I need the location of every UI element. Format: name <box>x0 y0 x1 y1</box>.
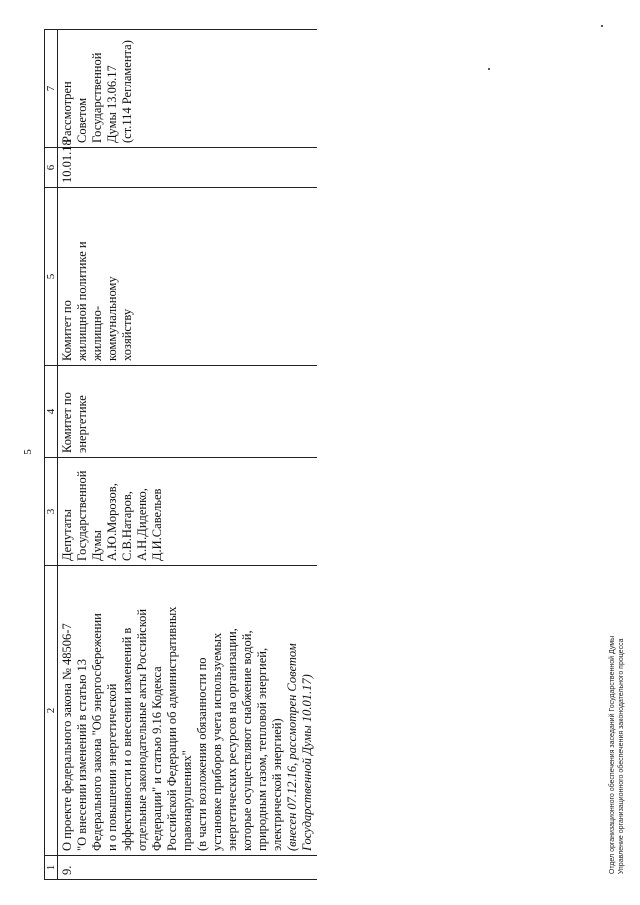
author-line: А.Н.Диденко, <box>135 488 149 561</box>
bill-title-line: отдельные законодательные акты Российской <box>135 608 149 851</box>
scan-dot <box>488 68 490 70</box>
co-committee-line: хозяйству <box>120 308 134 361</box>
footer-note <box>608 636 626 874</box>
bill-title-line: О проекте федерального закона № 48506-7 <box>60 623 74 851</box>
col-header-4: 4 <box>45 366 58 458</box>
co-committee-line: коммунальному <box>105 276 119 361</box>
col-header-5: 5 <box>45 188 58 366</box>
bill-title-line: которые осуществляют снабжение водой, <box>240 630 254 851</box>
date-cell: 10.01.18 <box>58 148 318 188</box>
bill-note-line: (внесен 07.12.16, рассмотрен Советом <box>285 643 299 851</box>
page-number: 5 <box>22 449 34 455</box>
status-line: Советом <box>75 97 89 143</box>
row-number: 9. <box>58 856 318 880</box>
bill-title-line: Федерации" и статью 9.16 Кодекса <box>150 666 164 851</box>
bills-table <box>44 29 317 880</box>
author-line: Д.И.Савельев <box>150 488 164 561</box>
col-header-1: 1 <box>45 856 58 880</box>
bill-title-line: природным газом, тепловой энергией, <box>255 647 269 851</box>
author-line: Государственной <box>75 470 89 561</box>
committee-line: энергетике <box>75 395 89 453</box>
status-cell <box>58 30 318 148</box>
bill-title-line: электрической энергией) <box>270 718 284 851</box>
committee-cell <box>58 366 318 458</box>
author-line: А.Ю.Морозов, <box>105 483 119 561</box>
bill-title-line: "О внесении изменений в статью 13 <box>75 658 89 851</box>
author-line: С.В.Натаров, <box>120 491 134 561</box>
status-line: Думы 13.06.17 <box>105 65 119 143</box>
status-line: Государственной <box>90 52 104 143</box>
status-line: Рассмотрен <box>60 81 74 143</box>
header-row <box>45 30 58 880</box>
status-line: (ст.114 Регламента) <box>120 40 134 143</box>
col-header-6: 6 <box>45 148 58 188</box>
co-committee-line: Комитет по <box>60 300 74 361</box>
co-committee-line: жилищной политике и <box>75 241 89 361</box>
bill-title-line: Федерального закона "Об энергосбережении <box>90 613 104 851</box>
footer-line: Отдел организационного обеспечения заседаний Государственной Думы <box>609 635 616 875</box>
co-committee-cell <box>58 188 318 366</box>
col-header-3: 3 <box>45 458 58 566</box>
bill-title-line: (в части возложения обязанности по <box>195 657 209 851</box>
col-header-7: 7 <box>45 30 58 148</box>
author-line: Думы <box>90 530 104 561</box>
bill-title-cell <box>58 566 318 856</box>
bill-note-line: Государственной Думы 10.01.17) <box>300 674 314 851</box>
bills-table-rotated <box>44 29 317 880</box>
footer-line: Управление организационного обеспечения законодательного процесса <box>618 638 625 875</box>
author-line: Депутаты <box>60 509 74 561</box>
co-committee-line: жилищно- <box>90 306 104 361</box>
table-row <box>58 30 318 880</box>
committee-line: Комитет по <box>60 392 74 453</box>
bill-title-line: правонарушениях" <box>180 750 194 851</box>
scan-dot <box>601 25 603 27</box>
bill-title-line: энергетических ресурсов на организации, <box>225 628 239 851</box>
bill-title-line: эффективности и о внесении изменений в <box>120 627 134 851</box>
authors-cell <box>58 458 318 566</box>
col-header-2: 2 <box>45 566 58 856</box>
bill-title-line: установке приборов учета используемых <box>210 632 224 851</box>
bill-title-line: Российской Федерации об административных <box>165 606 179 851</box>
bill-title-line: и о повышении энергетической <box>105 683 119 851</box>
